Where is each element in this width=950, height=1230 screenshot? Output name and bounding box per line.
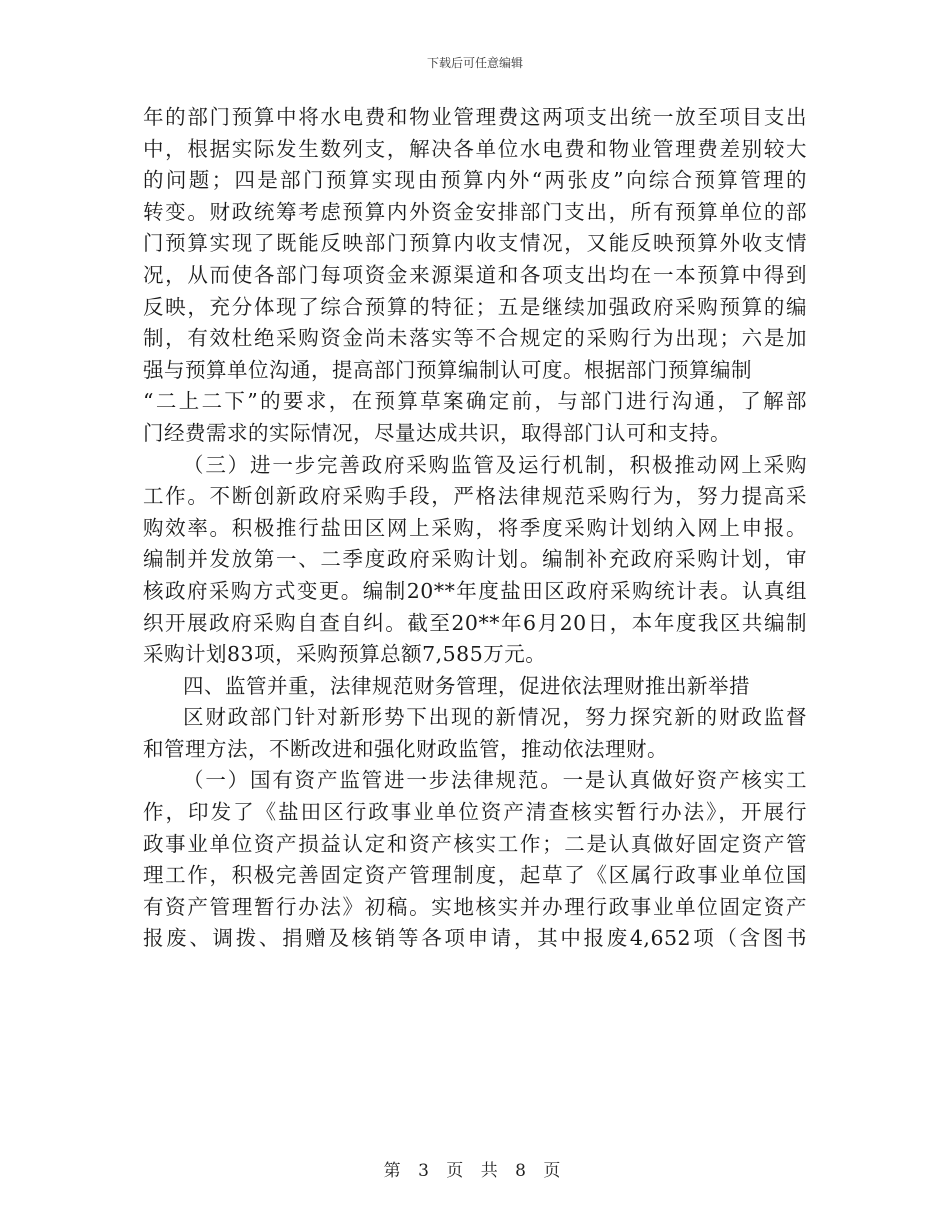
section-heading xyxy=(143,671,807,703)
text-line: 工作。不断创新政府采购手段，严格法律规范采购行为，努力提高采 xyxy=(143,484,807,509)
text-line: “二上二下”的要求，在预算草案确定前，与部门进行沟通，了解部 xyxy=(143,389,807,414)
text-line: 区财政部门针对新形势下出现的新情况，努力探究新的财政监督 xyxy=(183,705,807,730)
text-line: 门经费需求的实际情况，尽量达成共识，取得部门认可和支持。 xyxy=(143,420,731,445)
section-heading-text: 四、监管并重，法律规范财务管理，促进依法理财推出新举措 xyxy=(183,673,750,698)
text-line: 况，从而使各部门每项资金来源渠道和各项支出均在一本预算中得到 xyxy=(143,262,807,287)
text-line: 有资产管理暂行办法》初稿。实地核实并办理行政事业单位固定资产 xyxy=(143,894,807,919)
paragraph-budget-reform xyxy=(143,102,807,450)
text-line: 购效率。积极推行盐田区网上采购，将季度采购计划纳入网上申报。 xyxy=(143,515,807,540)
text-line: 年的部门预算中将水电费和物业管理费这两项支出统一放至项目支出 xyxy=(143,105,807,129)
text-line: 织开展政府采购自查自纠。截至20**年6月20日，本年度我区共编制 xyxy=(143,610,807,635)
text-line: 反映，充分体现了综合预算的特征；五是继续加强政府采购预算的编 xyxy=(143,294,807,319)
text-line: 和管理方法，不断改进和强化财政监管，推动依法理财。 xyxy=(143,736,668,761)
text-line: 制，有效杜绝采购资金尚未落实等不合规定的采购行为出现；六是加 xyxy=(143,326,807,351)
text-line: 门预算实现了既能反映部门预算内收支情况，又能反映预算外收支情 xyxy=(143,231,807,256)
text-line: 报废、调拨、捐赠及核销等各项申请，其中报废4,652项（含图书 xyxy=(143,926,807,951)
text-line: 中，根据实际发生数列支，解决各单位水电费和物业管理费差别较大 xyxy=(143,136,807,161)
text-line: 核政府采购方式变更。编制20**年度盐田区政府采购统计表。认真组 xyxy=(143,578,807,603)
text-line: 理工作，积极完善固定资产管理制度，起草了《区属行政事业单位国 xyxy=(143,863,807,888)
text-line: 政事业单位资产损益认定和资产核实工作；二是认真做好固定资产管 xyxy=(143,831,807,856)
text-line: 作，印发了《盐田区行政事业单位资产清查核实暂行办法》，开展行 xyxy=(143,800,807,825)
text-line: （三）进一步完善政府采购监管及运行机制，积极推动网上采购 xyxy=(183,452,807,477)
text-line: （一）国有资产监管进一步法律规范。一是认真做好资产核实工 xyxy=(183,768,807,793)
document-body xyxy=(143,102,807,955)
paragraph-procurement xyxy=(143,450,807,671)
paragraph-supervision xyxy=(143,702,807,765)
text-line: 强与预算单位沟通，提高部门预算编制认可度。根据部门预算编制 xyxy=(143,357,752,382)
paragraph-asset-management xyxy=(143,765,807,955)
text-line: 的问题；四是部门预算实现由预算内外“两张皮”向综合预算管理的 xyxy=(143,168,807,193)
page-number: 第 3 页 共 8 页 xyxy=(383,1161,567,1181)
page-header-note: 下载后可任意编辑 xyxy=(426,56,523,70)
text-line: 编制并发放第一、二季度政府采购计划。编制补充政府采购计划，审 xyxy=(143,547,807,572)
text-line: 转变。财政统筹考虑预算内外资金安排部门支出，所有预算单位的部 xyxy=(143,199,807,224)
text-line: 采购计划83项，采购预算总额7,585万元。 xyxy=(143,642,547,667)
